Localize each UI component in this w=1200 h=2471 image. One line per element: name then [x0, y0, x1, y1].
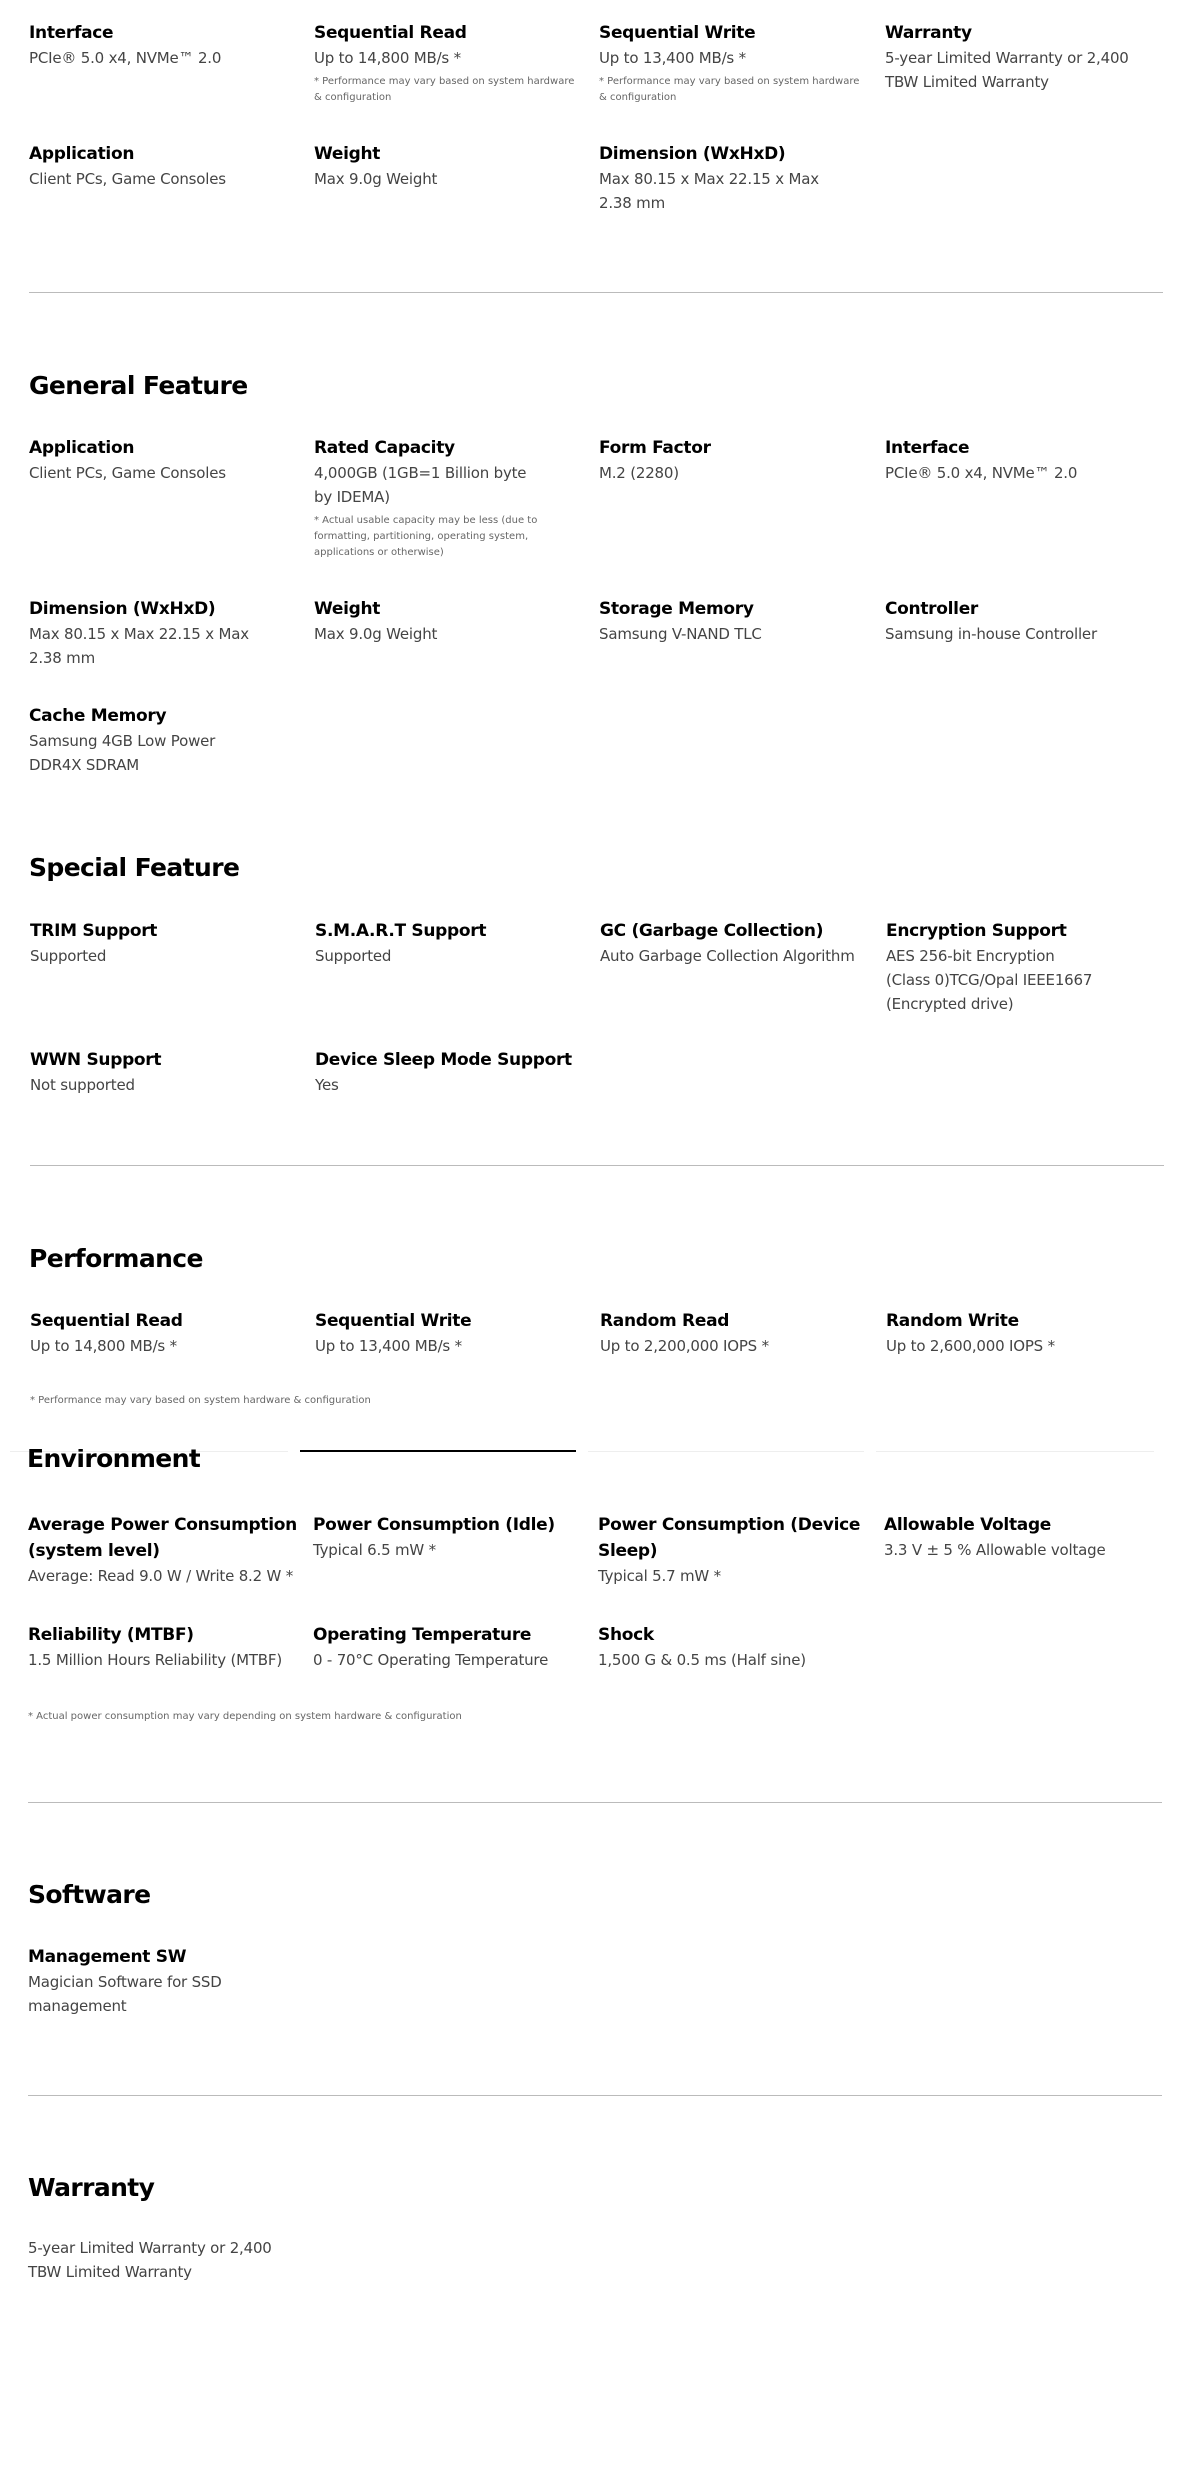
- section-title-general-feature: General Feature: [29, 371, 248, 400]
- spec-label: (system level): [28, 1541, 160, 1561]
- spec-value: Up to 13,400 MB/s *: [599, 49, 746, 67]
- general-cache-memory: [29, 703, 299, 777]
- spec-value: Up to 14,800 MB/s *: [314, 49, 461, 67]
- spec-value: Yes: [315, 1076, 339, 1094]
- spec-label: Shock: [598, 1625, 654, 1645]
- section-divider: [28, 2095, 1162, 2096]
- tab-indicator-active[interactable]: [300, 1450, 576, 1452]
- section-title-software: Software: [28, 1880, 151, 1909]
- special-device-sleep: [315, 1047, 585, 1097]
- spec-value: Up to 2,600,000 IOPS *: [886, 1337, 1055, 1355]
- spec-value: management: [28, 1997, 127, 2015]
- spec-label: Allowable Voltage: [884, 1515, 1052, 1535]
- tab-indicator[interactable]: [588, 1451, 864, 1452]
- spec-value: DDR4X SDRAM: [29, 756, 139, 774]
- spec-label: Application: [29, 438, 135, 458]
- spec-label: S.M.A.R.T Support: [315, 921, 487, 941]
- environment-average-power: [28, 1512, 298, 1588]
- section-title-text: Environment: [27, 1449, 201, 1473]
- environment-power-idle: [313, 1512, 583, 1562]
- spec-value: (Encrypted drive): [886, 995, 1014, 1013]
- spec-value: Max 9.0g Weight: [314, 625, 438, 643]
- spec-sequential-read: [314, 20, 584, 106]
- general-storage-memory: [599, 596, 869, 646]
- spec-label: Random Read: [600, 1311, 730, 1331]
- general-controller: [885, 596, 1155, 646]
- spec-value: PCIe® 5.0 x4, NVMe™ 2.0: [29, 49, 222, 67]
- spec-value: Up to 2,200,000 IOPS *: [600, 1337, 769, 1355]
- spec-value: Samsung V-NAND TLC: [599, 625, 762, 643]
- spec-label: Encryption Support: [886, 921, 1067, 941]
- environment-power-device-sleep: [598, 1512, 868, 1588]
- spec-weight: [314, 141, 584, 191]
- spec-label: Sequential Write: [315, 1311, 472, 1331]
- spec-interface: [29, 20, 299, 70]
- spec-value: Not supported: [30, 1076, 135, 1094]
- spec-value: 3.3 V ± 5 % Allowable voltage: [884, 1541, 1106, 1559]
- spec-note: formatting, partitioning, operating system,: [314, 531, 529, 542]
- spec-label: TRIM Support: [30, 921, 158, 941]
- spec-value: Client PCs, Game Consoles: [29, 170, 226, 188]
- spec-value: Supported: [315, 947, 392, 965]
- spec-note: & configuration: [599, 92, 677, 103]
- spec-value: Max 80.15 x Max 22.15 x Max: [599, 170, 819, 188]
- environment-note: * Actual power consumption may vary depending on system hardware & configuration: [28, 1711, 462, 1722]
- spec-label: Device Sleep Mode Support: [315, 1050, 572, 1070]
- spec-label: Interface: [885, 438, 970, 458]
- special-encryption: [886, 918, 1156, 1016]
- spec-label: Dimension (WxHxD): [29, 599, 216, 619]
- warranty-text: [28, 2236, 298, 2284]
- spec-label: Reliability (MTBF): [28, 1625, 194, 1645]
- section-title-warranty: Warranty: [28, 2173, 155, 2202]
- spec-label: Sequential Write: [599, 23, 756, 43]
- environment-allowable-voltage: [884, 1512, 1154, 1562]
- spec-application: [29, 141, 299, 191]
- spec-value: Samsung 4GB Low Power: [29, 732, 216, 750]
- spec-value: Supported: [30, 947, 107, 965]
- general-rated-capacity: [314, 435, 584, 561]
- performance-sequential-read: [30, 1308, 300, 1358]
- spec-label: Random Write: [886, 1311, 1019, 1331]
- spec-value: 1,500 G & 0.5 ms (Half sine): [598, 1651, 806, 1669]
- section-title-environment: [27, 1449, 200, 1476]
- performance-note: * Performance may vary based on system hardware & configuration: [30, 1395, 371, 1406]
- spec-label: Sleep): [598, 1541, 658, 1561]
- spec-value: Typical 6.5 mW *: [313, 1541, 436, 1559]
- spec-value: Up to 14,800 MB/s *: [30, 1337, 177, 1355]
- spec-value: M.2 (2280): [599, 464, 679, 482]
- performance-random-write: [886, 1308, 1156, 1358]
- spec-value: Typical 5.7 mW *: [598, 1567, 721, 1585]
- spec-label: Weight: [314, 144, 381, 164]
- spec-label: Application: [29, 144, 135, 164]
- spec-label: Operating Temperature: [313, 1625, 532, 1645]
- spec-value: Client PCs, Game Consoles: [29, 464, 226, 482]
- spec-note: * Actual usable capacity may be less (due to: [314, 515, 538, 526]
- spec-value: Magician Software for SSD: [28, 1973, 222, 1991]
- spec-note: applications or otherwise): [314, 547, 444, 558]
- software-management-sw: [28, 1944, 298, 2018]
- spec-value: 5-year Limited Warranty or 2,400: [885, 49, 1129, 67]
- special-smart: [315, 918, 585, 968]
- spec-value: 5-year Limited Warranty or 2,400: [28, 2239, 272, 2257]
- spec-value: PCIe® 5.0 x4, NVMe™ 2.0: [885, 464, 1078, 482]
- spec-label: Average Power Consumption: [28, 1515, 297, 1535]
- section-divider: [29, 292, 1163, 293]
- spec-label: Cache Memory: [29, 706, 167, 726]
- spec-value: Average: Read 9.0 W / Write 8.2 W *: [28, 1567, 294, 1585]
- special-wwn: [30, 1047, 300, 1097]
- spec-label: Form Factor: [599, 438, 711, 458]
- general-application: [29, 435, 299, 485]
- environment-shock: [598, 1622, 868, 1672]
- spec-label: Sequential Read: [314, 23, 467, 43]
- spec-label: Sequential Read: [30, 1311, 183, 1331]
- spec-sequential-write: [599, 20, 869, 106]
- general-form-factor: [599, 435, 869, 485]
- section-divider: [28, 1802, 1162, 1803]
- spec-value: Max 9.0g Weight: [314, 170, 438, 188]
- general-weight: [314, 596, 584, 646]
- general-dimension: [29, 596, 299, 670]
- performance-random-read: [600, 1308, 870, 1358]
- spec-label: WWN Support: [30, 1050, 162, 1070]
- spec-label: Management SW: [28, 1947, 187, 1967]
- spec-label: Interface: [29, 23, 114, 43]
- spec-value: by IDEMA): [314, 488, 390, 506]
- spec-value: TBW Limited Warranty: [28, 2263, 192, 2281]
- spec-label: Warranty: [885, 23, 972, 43]
- spec-label: GC (Garbage Collection): [600, 921, 824, 941]
- spec-label: Controller: [885, 599, 979, 619]
- spec-warranty: [885, 20, 1155, 94]
- spec-value: AES 256-bit Encryption: [886, 947, 1055, 965]
- spec-label: Dimension (WxHxD): [599, 144, 786, 164]
- spec-value: 2.38 mm: [29, 649, 95, 667]
- environment-operating-temperature: [313, 1622, 583, 1672]
- environment-reliability: [28, 1622, 298, 1672]
- tab-indicator[interactable]: [876, 1451, 1154, 1452]
- performance-sequential-write: [315, 1308, 585, 1358]
- section-divider: [30, 1165, 1164, 1166]
- spec-note: * Performance may vary based on system hardware: [599, 76, 860, 87]
- spec-dimension: [599, 141, 869, 215]
- spec-note: * Performance may vary based on system hardware: [314, 76, 575, 87]
- spec-label: Power Consumption (Device: [598, 1515, 861, 1535]
- spec-value: Auto Garbage Collection Algorithm: [600, 947, 855, 965]
- general-interface: [885, 435, 1155, 485]
- spec-label: Weight: [314, 599, 381, 619]
- spec-value: Max 80.15 x Max 22.15 x Max: [29, 625, 249, 643]
- spec-value: 0 - 70°C Operating Temperature: [313, 1651, 549, 1669]
- spec-label: Storage Memory: [599, 599, 754, 619]
- spec-value: 4,000GB (1GB=1 Billion byte: [314, 464, 527, 482]
- special-gc: [600, 918, 870, 968]
- spec-value: Up to 13,400 MB/s *: [315, 1337, 462, 1355]
- spec-value: TBW Limited Warranty: [885, 73, 1049, 91]
- spec-value: (Class 0)TCG/Opal IEEE1667: [886, 971, 1093, 989]
- special-trim: [30, 918, 300, 968]
- section-title-special-feature: Special Feature: [29, 853, 240, 882]
- spec-label: Rated Capacity: [314, 438, 455, 458]
- spec-value: Samsung in-house Controller: [885, 625, 1097, 643]
- spec-value: 2.38 mm: [599, 194, 665, 212]
- spec-value: 1.5 Million Hours Reliability (MTBF): [28, 1651, 282, 1669]
- section-title-performance: Performance: [29, 1244, 203, 1273]
- spec-label: Power Consumption (Idle): [313, 1515, 555, 1535]
- spec-note: & configuration: [314, 92, 392, 103]
